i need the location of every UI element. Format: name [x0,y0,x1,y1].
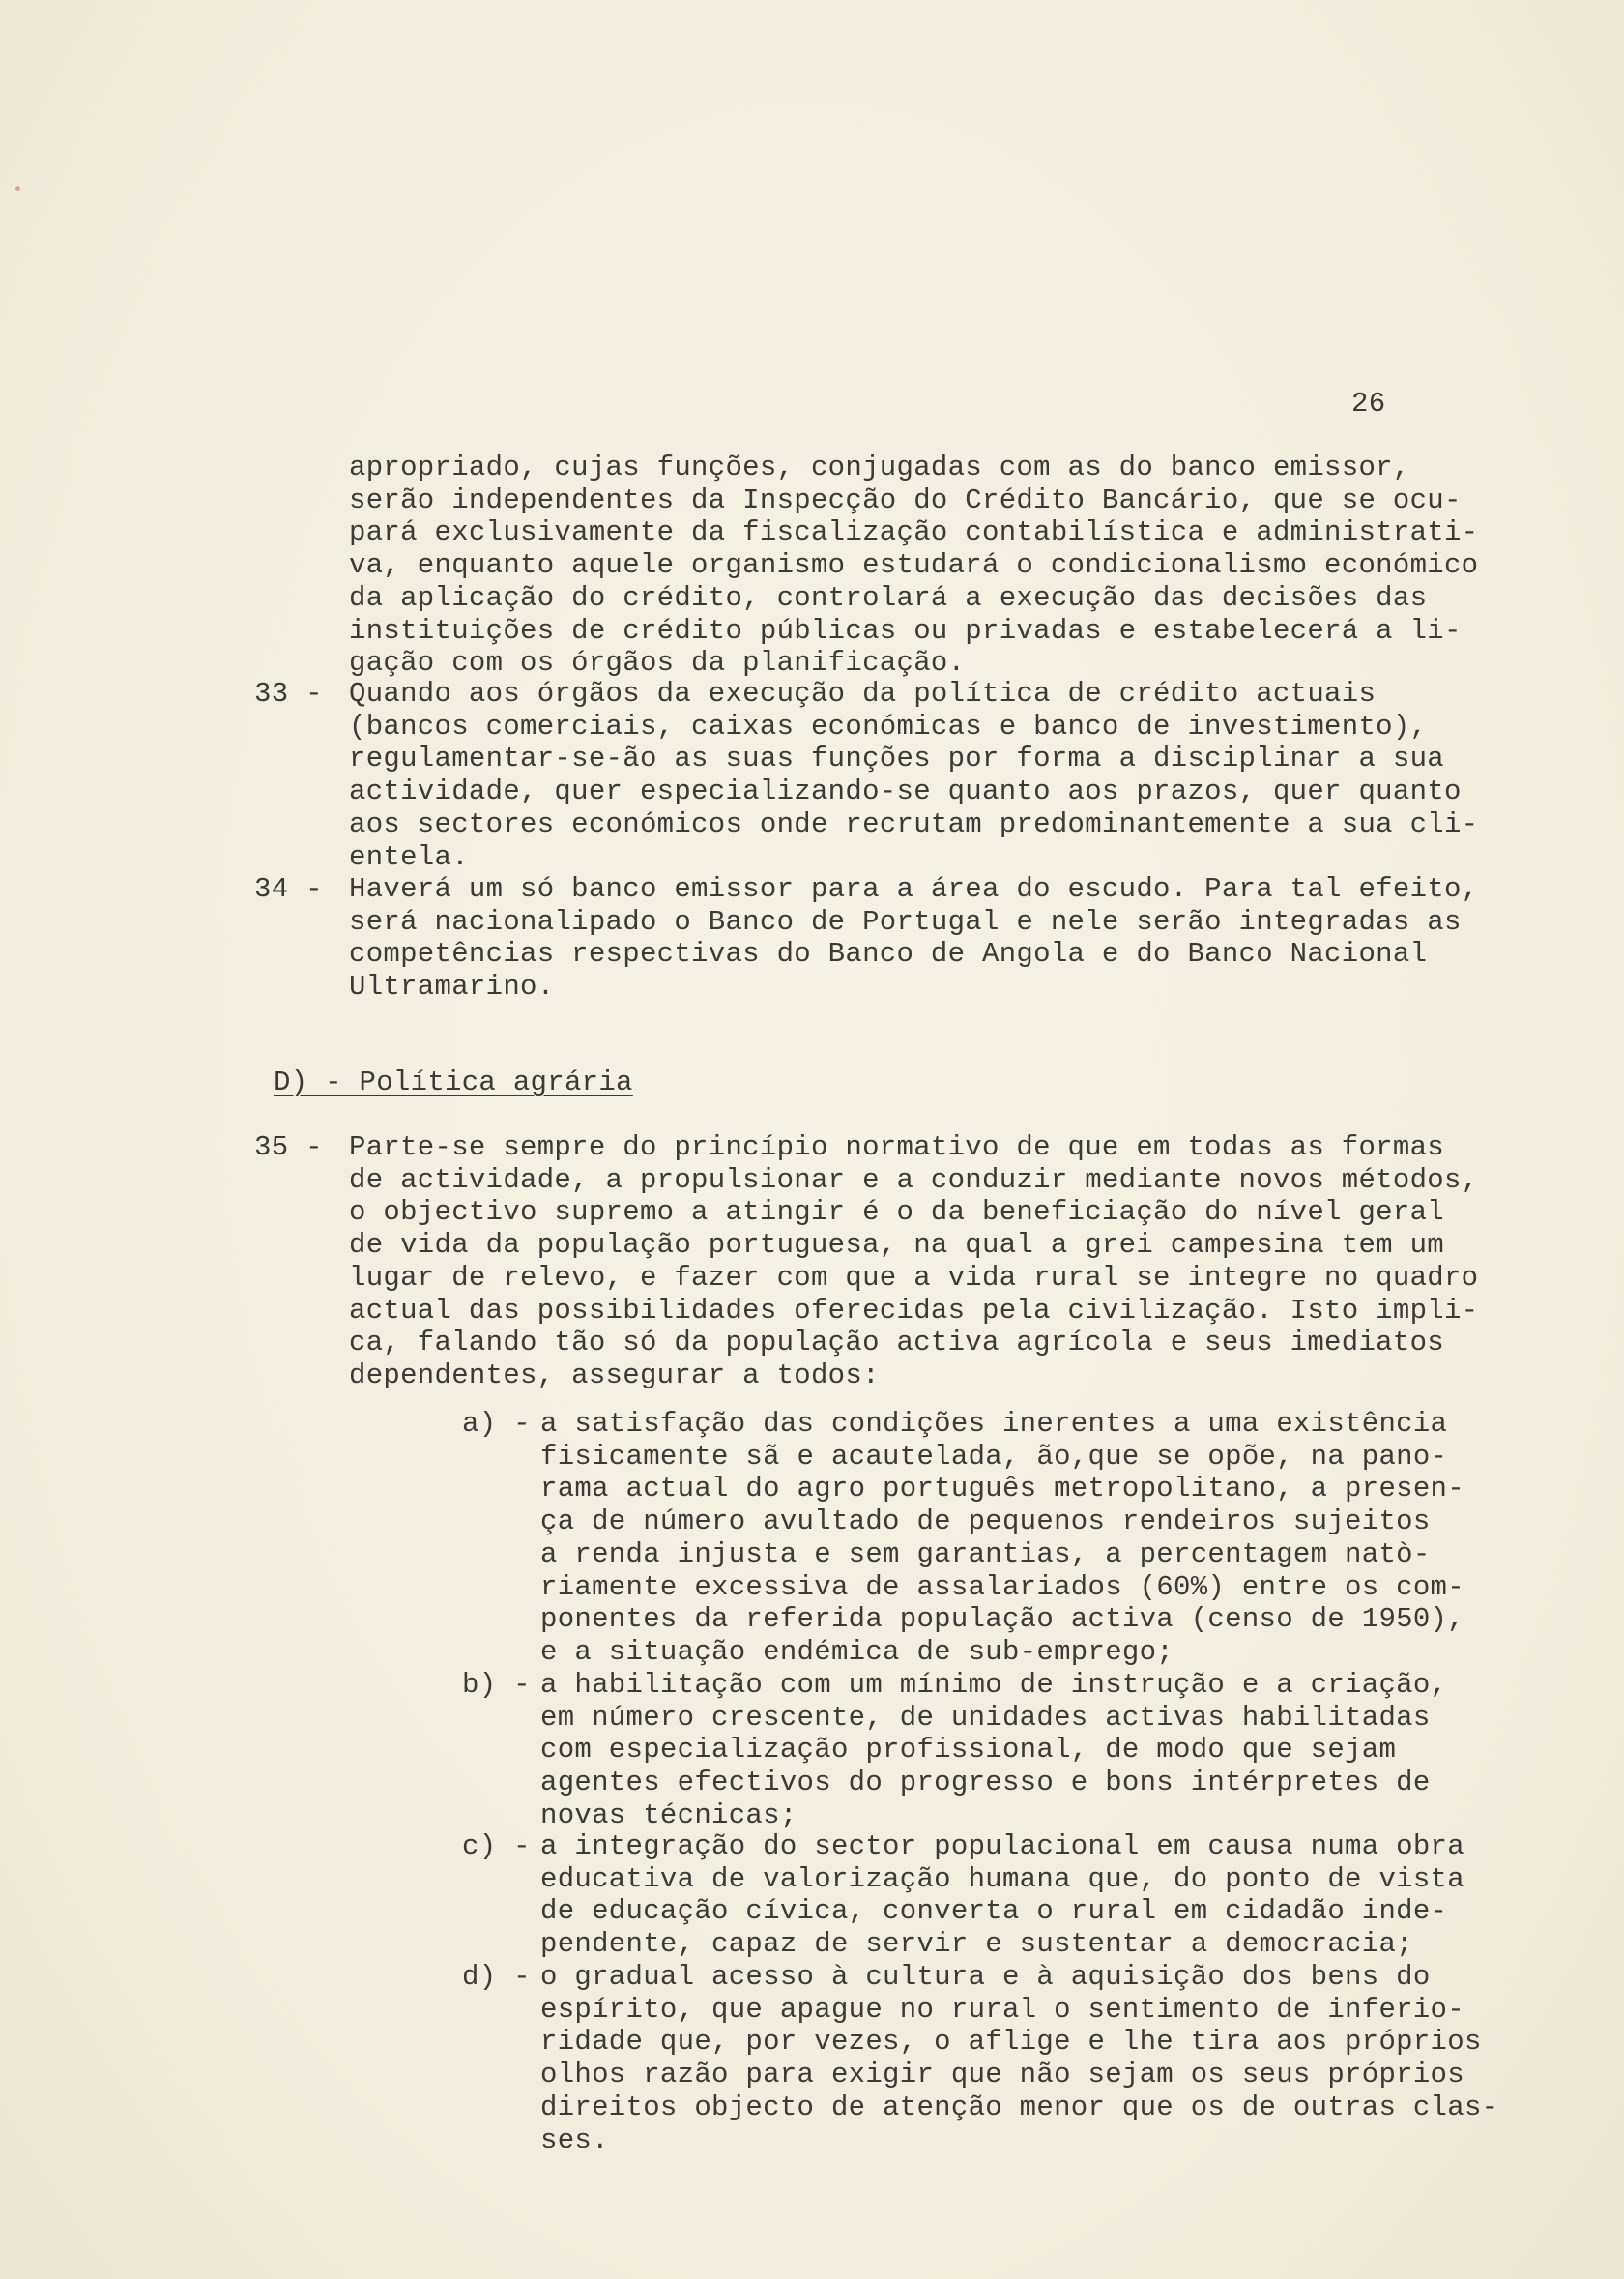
subitem-label-a: a) - [462,1408,531,1440]
intro-paragraph: apropriado, cujas funções, conjugadas com as do banco emissor, serão independentes da Inspecção do Crédito Bancário, que se ocu- pará exclusivamente da fiscalização contabilística e administrati- va, enquanto aquele organismo estudará o condicionalismo económico da aplicação do crédito, controlará a execução das decisões das instituições de crédito públicas ou privadas e estabelecerá a li- gação com os órgãos da planificação. [349,452,1479,680]
subitem-text-d: o gradual acesso à cultura e à aquisição dos bens do espírito, que apague no rural o sentimento de inferio- ridade que, por vezes, o aflige e lhe tira aos próprios olhos razão para exigir que não sejam os seus próprios direitos objecto de atenção menor que os de outras clas- ses. [540,1961,1499,2156]
subitem-label-b: b) - [462,1669,531,1701]
item-text-35: Parte-se sempre do princípio normativo de que em todas as formas de actividade, a propulsionar e a conduzir mediante novos métodos, o objectivo supremo a atingir é o da beneficiação do nível geral de vida da população portuguesa, na qual a grei campesina tem um lugar de relevo, e fazer com que a vida rural se integre no quadro actual das possibilidades oferecidas pela civilização. Isto impli- ca, falando tão só da população activa agrícola e seus imediatos dependentes, assegurar a todos: [349,1131,1479,1391]
item-number-35: 35 - [254,1131,323,1163]
subitem-text-b: a habilitação com um mínimo de instrução e a criação, em número crescente, de unidades activas habilitadas com especialização profissional, de modo que sejam agentes efectivos do progresso e bons intérpretes de novas técnicas; [540,1669,1448,1831]
item-number-34: 34 - [254,873,323,905]
item-text-34: Haverá um só banco emissor para a área do escudo. Para tal efeito, será nacionalipado o Banco de Portugal e nele serão integradas as competências respectivas do Banco de Angola e do Banco Nacional Ultramarino. [349,873,1479,1004]
section-heading: D) - Política agrária [274,1066,633,1098]
subitem-label-d: d) - [462,1961,531,1993]
page-number: 26 [1351,388,1386,420]
subitem-label-c: c) - [462,1830,531,1862]
item-number-33: 33 - [254,678,323,710]
subitem-text-c: a integração do sector populacional em causa numa obra educativa de valorização humana que, do ponto de vista de educação cívica, converta o rural em cidadão inde- pendente, capaz de servir e sustentar a democracia; [540,1830,1464,1961]
paper-speck [15,186,20,191]
subitem-text-a: a satisfação das condições inerentes a uma existência fisicamente sã e acautelada, ão,que se opõe, na pano- rama actual do agro português metropolitano, a presen- ça de número avultado de pequenos rendeiros sujeitos a renda injusta e sem garantias, a percentagem natò- riamente excessiva de assalariados (60%) entre os com- ponentes da referida população activa (censo de 1950), e a situação endémica de sub-emprego; [540,1408,1464,1668]
item-text-33: Quando aos órgãos da execução da política de crédito actuais (bancos comerciais, caixas económicas e banco de investimento), regulamentar-se-ão as suas funções por forma a disciplinar a sua actividade, quer especializando-se quanto aos prazos, quer quanto aos sectores económicos onde recrutam predominantemente a sua cli- entela. [349,678,1479,873]
